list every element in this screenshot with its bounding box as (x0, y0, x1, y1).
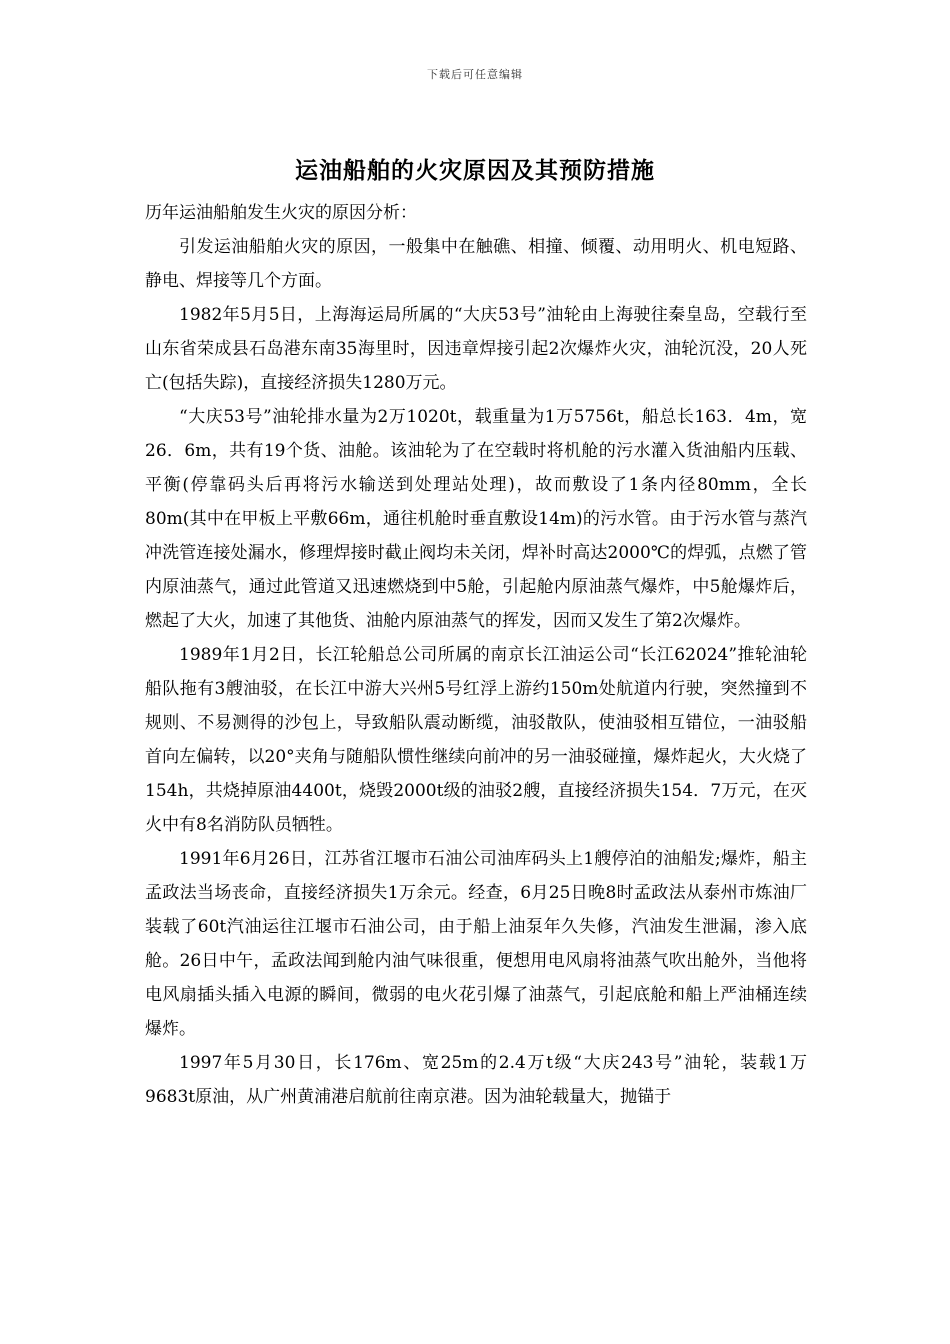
body-paragraph: 1991年6月26日，江苏省江堰市石油公司油库码头上1艘停泊的油船发;爆炸，船主孟政法当场丧命，直接经济损失1万余元。经查，6月25日晚8时孟政法从泰州市炼油厂装载了60t汽油运往江堰市石油公司，由于船上油泵年久失修，汽油发生泄漏，渗入底舱。26日中午，孟政法闻到舱内油气味很重，便想用电风扇将油蒸气吹出舱外，当他将电风扇插头插入电源的瞬间，微弱的电火花引爆了油蒸气，引起底舱和船上严油桶连续爆炸。 (145, 849, 807, 1039)
body-paragraph: 引发运油船舶火灾的原因，一般集中在触礁、相撞、倾覆、动用明火、机电短路、静电、焊接等几个方面。 (145, 237, 807, 291)
document-body (145, 196, 807, 1114)
body-paragraph: 1989年1月2日，长江轮船总公司所属的南京长江油运公司“长江62024”推轮油轮船队拖有3艘油驳，在长江中游大兴州5号红浮上游约150m处航道内行驶，突然撞到不规则、不易测得的沙包上，导致船队震动断缆，油驳散队，使油驳相互错位，一油驳船首向左偏转，以20°夹角与随船队惯性继续向前冲的另一油驳碰撞，爆炸起火，大火烧了154h，共烧掉原油4400t，烧毁2000t级的油驳2艘，直接经济损失154．7万元，在灭火中有8名消防队员牺牲。 (145, 645, 807, 835)
section-heading-paragraph: 历年运油船舶发生火灾的原因分析： (145, 203, 417, 223)
document-title: 运油船舶的火灾原因及其预防措施 (295, 158, 655, 184)
body-paragraph: 1997年5月30日，长176m、宽25m的2.4万t级“大庆243号”油轮，装载1万9683t原油，从广州黄浦港启航前往南京港。因为油轮载量大，抛锚于 (145, 1053, 807, 1107)
body-paragraph: “大庆53号”油轮排水量为2万1020t，载重量为1万5756t，船总长163．4m，宽26．6m，共有19个货、油舱。该油轮为了在空载时将机舱的污水灌入货油船内压载、平衡(停靠码头后再将污水输送到处理站处理)，故而敷设了1条内径80mm，全长80m(其中在甲板上平敷66m，通往机舱时垂直敷设14m)的污水管。由于污水管与蒸汽冲洗管连接处漏水，修理焊接时截止阀均未关闭，焊补时高达2000℃的焊弧，点燃了管内原油蒸气，通过此管道又迅速燃烧到中5舱，引起舱内原油蒸气爆炸，中5舱爆炸后，燃起了大火，加速了其他货、油舱内原油蒸气的挥发，因而又发生了第2次爆炸。 (145, 407, 807, 631)
body-paragraph: 1982年5月5日，上海海运局所属的“大庆53号”油轮由上海驶往秦皇岛，空载行至山东省荣成县石岛港东南35海里时，因违章焊接引起2次爆炸火灾，油轮沉没，20人死亡(包括失踪)，直接经济损失1280万元。 (145, 305, 807, 393)
header-note: 下载后可任意编辑 (427, 68, 523, 81)
